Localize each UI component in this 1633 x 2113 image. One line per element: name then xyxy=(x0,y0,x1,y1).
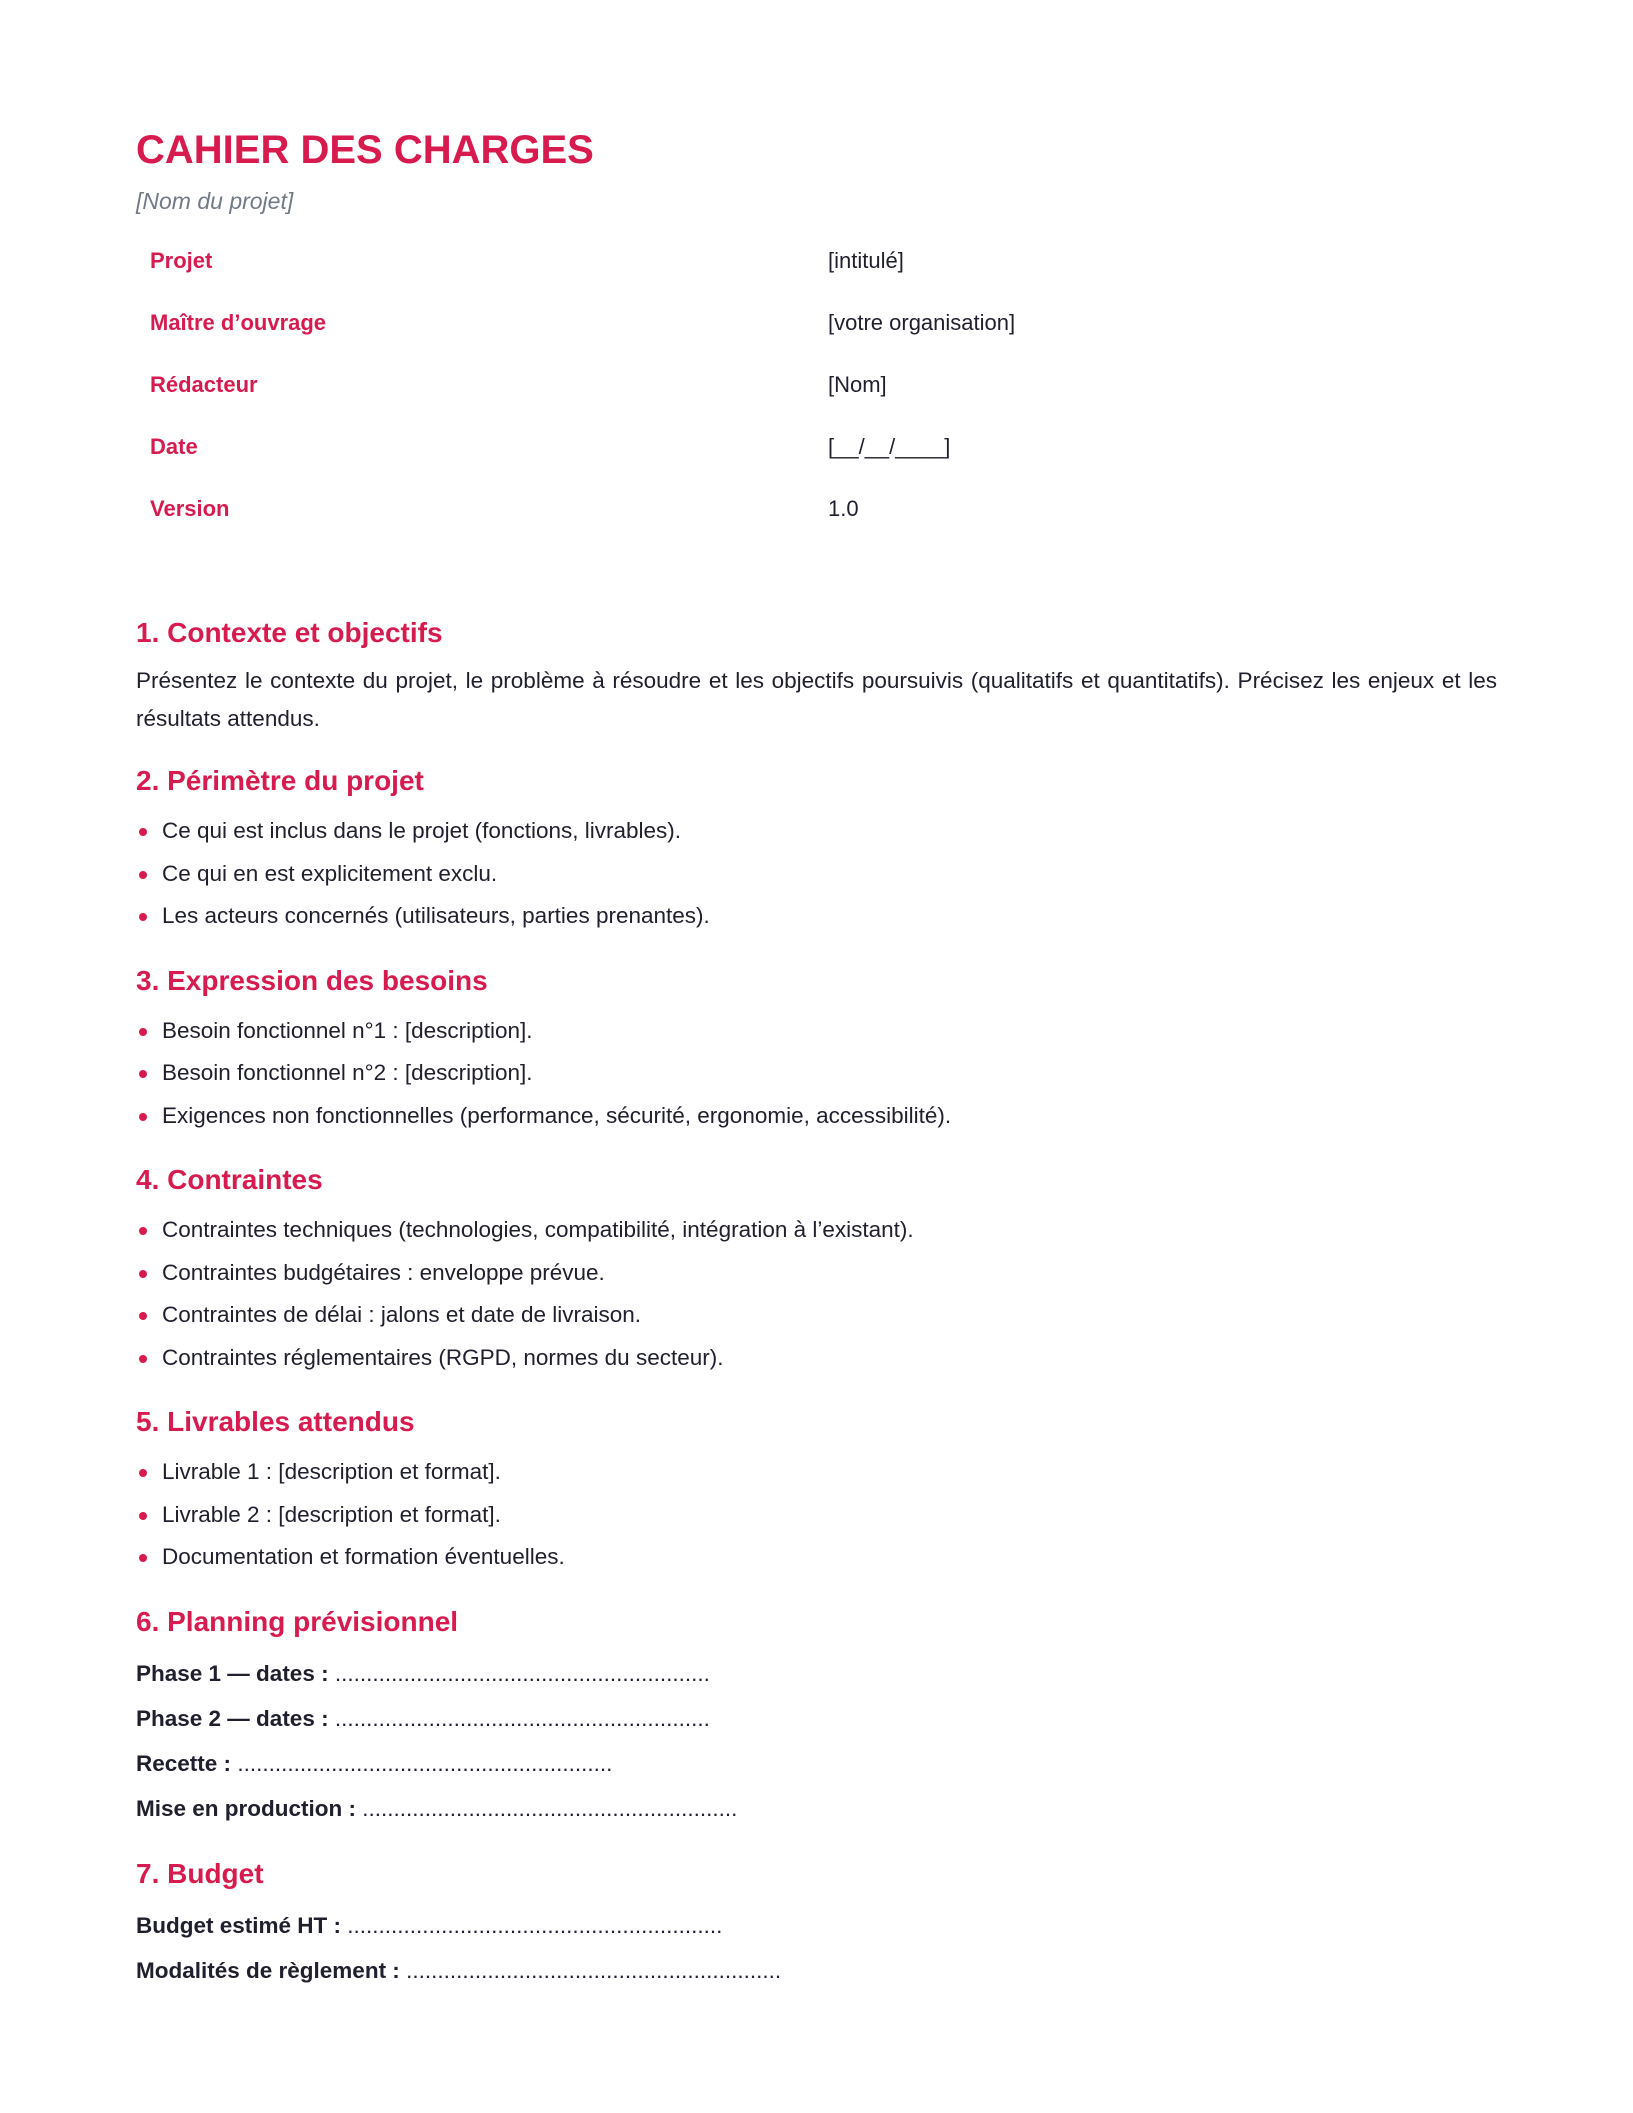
bullet-icon xyxy=(139,1312,147,1320)
list-item-text: Contraintes techniques (technologies, compatibilité, intégration à l’existant). xyxy=(162,1217,914,1242)
section-heading: 4. Contraintes xyxy=(136,1164,323,1195)
field-line xyxy=(136,1741,1497,1786)
list-item-text: Ce qui est inclus dans le projet (fonctions, livrables). xyxy=(162,818,681,843)
document-body xyxy=(136,614,1497,1993)
list-item-text: Contraintes réglementaires (RGPD, normes du secteur). xyxy=(162,1344,724,1370)
meta-row-projet xyxy=(136,230,1497,292)
section-budget xyxy=(136,1855,1497,1993)
field-line xyxy=(136,1696,1497,1741)
list-item xyxy=(136,1494,1497,1537)
bullet-icon xyxy=(139,1469,147,1477)
field-value: ............................................................ xyxy=(347,1912,723,1938)
list-item xyxy=(136,1052,1497,1095)
field-label: Recette : xyxy=(136,1750,232,1776)
section-besoins xyxy=(136,962,1497,1138)
meta-value: [votre organisation] xyxy=(828,310,1016,335)
list-item xyxy=(136,1010,1497,1053)
field-line xyxy=(136,1948,1497,1993)
bullet-icon xyxy=(139,1227,147,1235)
field-label: Mise en production : xyxy=(136,1795,357,1821)
field-label: Budget estimé HT : xyxy=(136,1912,342,1938)
bullet-list xyxy=(136,1451,1497,1579)
list-item-text: Contraintes de délai : jalons et date de livraison. xyxy=(162,1302,642,1327)
meta-row-maitre-ouvrage xyxy=(136,292,1497,354)
list-item-text: Documentation et formation éventuelles. xyxy=(162,1544,565,1569)
list-item xyxy=(136,1536,1497,1579)
meta-label: Version xyxy=(150,496,230,521)
bullet-icon xyxy=(139,913,147,921)
list-item xyxy=(136,1252,1497,1295)
bullet-list xyxy=(136,1010,1497,1138)
field-label: Modalités de règlement : xyxy=(136,1957,400,1983)
meta-value: [__/__/____] xyxy=(828,434,951,459)
field-line xyxy=(136,1903,1497,1948)
list-item xyxy=(136,1209,1497,1252)
field-label: Phase 2 — dates : xyxy=(136,1705,329,1731)
field-value: ............................................................ xyxy=(334,1705,710,1731)
meta-row-date xyxy=(136,416,1497,478)
section-heading: 3. Expression des besoins xyxy=(136,964,488,996)
section-heading: 2. Périmètre du projet xyxy=(136,765,424,796)
list-item xyxy=(136,895,1497,938)
meta-value: [intitulé] xyxy=(828,248,904,273)
bullet-icon xyxy=(139,1512,147,1520)
meta-row-redacteur xyxy=(136,354,1497,416)
document-title: CAHIER DES CHARGES xyxy=(136,128,594,172)
field-value: ............................................................ xyxy=(406,1957,782,1983)
section-heading: 6. Planning prévisionnel xyxy=(136,1605,459,1637)
section-planning xyxy=(136,1603,1497,1831)
bullet-icon xyxy=(139,1355,147,1363)
section-perimetre xyxy=(136,762,1497,938)
section-contexte xyxy=(136,614,1497,738)
list-item xyxy=(136,853,1497,896)
list-item xyxy=(136,1095,1497,1138)
section-heading: 7. Budget xyxy=(136,1857,264,1889)
project-info-table xyxy=(136,230,1497,540)
list-item-text: Exigences non fonctionnelles (performance, sécurité, ergonomie, accessibilité). xyxy=(162,1102,952,1128)
section-contraintes xyxy=(136,1161,1497,1379)
field-label: Phase 1 — dates : xyxy=(136,1660,329,1686)
bullet-icon xyxy=(139,828,147,836)
list-item-text: Les acteurs concernés (utilisateurs, parties prenantes). xyxy=(162,903,710,928)
field-line xyxy=(136,1786,1497,1831)
section-livrables xyxy=(136,1403,1497,1579)
list-item-text: Livrable 1 : [description et format]. xyxy=(162,1459,501,1484)
field-value: ............................................................ xyxy=(334,1660,710,1686)
bullet-icon xyxy=(139,871,147,879)
bullet-icon xyxy=(139,1113,147,1121)
list-item xyxy=(136,1451,1497,1494)
list-item-text: Besoin fonctionnel n°2 : [description]. xyxy=(162,1060,533,1085)
list-item-text: Contraintes budgétaires : enveloppe prévue. xyxy=(162,1259,605,1285)
meta-label: Date xyxy=(150,434,198,459)
bullet-icon xyxy=(139,1028,147,1036)
bullet-icon xyxy=(139,1270,147,1278)
list-item-text: Besoin fonctionnel n°1 : [description]. xyxy=(162,1017,533,1043)
field-value: ............................................................ xyxy=(237,1750,613,1776)
section-paragraph: Présentez le contexte du projet, le problème à résoudre et les objectifs poursuivis (qualitatifs et quantitatifs). Précisez les enjeux et les résultats attendus. xyxy=(136,668,1497,731)
meta-value: [Nom] xyxy=(828,372,887,397)
meta-label: Rédacteur xyxy=(150,372,258,397)
meta-label: Maître d’ouvrage xyxy=(150,310,327,335)
field-value: ............................................................ xyxy=(362,1795,738,1821)
bullet-icon xyxy=(139,1070,147,1078)
list-item xyxy=(136,810,1497,853)
section-heading: 5. Livrables attendus xyxy=(136,1406,415,1437)
field-line xyxy=(136,1651,1497,1696)
meta-row-version xyxy=(136,478,1497,540)
list-item-text: Ce qui en est explicitement exclu. xyxy=(162,860,498,886)
bullet-list xyxy=(136,1209,1497,1379)
list-item xyxy=(136,1294,1497,1337)
list-item-text: Livrable 2 : [description et format]. xyxy=(162,1501,501,1527)
meta-value: 1.0 xyxy=(828,496,859,521)
bullet-icon xyxy=(139,1554,147,1562)
bullet-list xyxy=(136,810,1497,938)
list-item xyxy=(136,1337,1497,1380)
section-heading: 1. Contexte et objectifs xyxy=(136,617,443,648)
meta-label: Projet xyxy=(150,248,213,273)
document-subtitle: [Nom du projet] xyxy=(136,188,294,214)
